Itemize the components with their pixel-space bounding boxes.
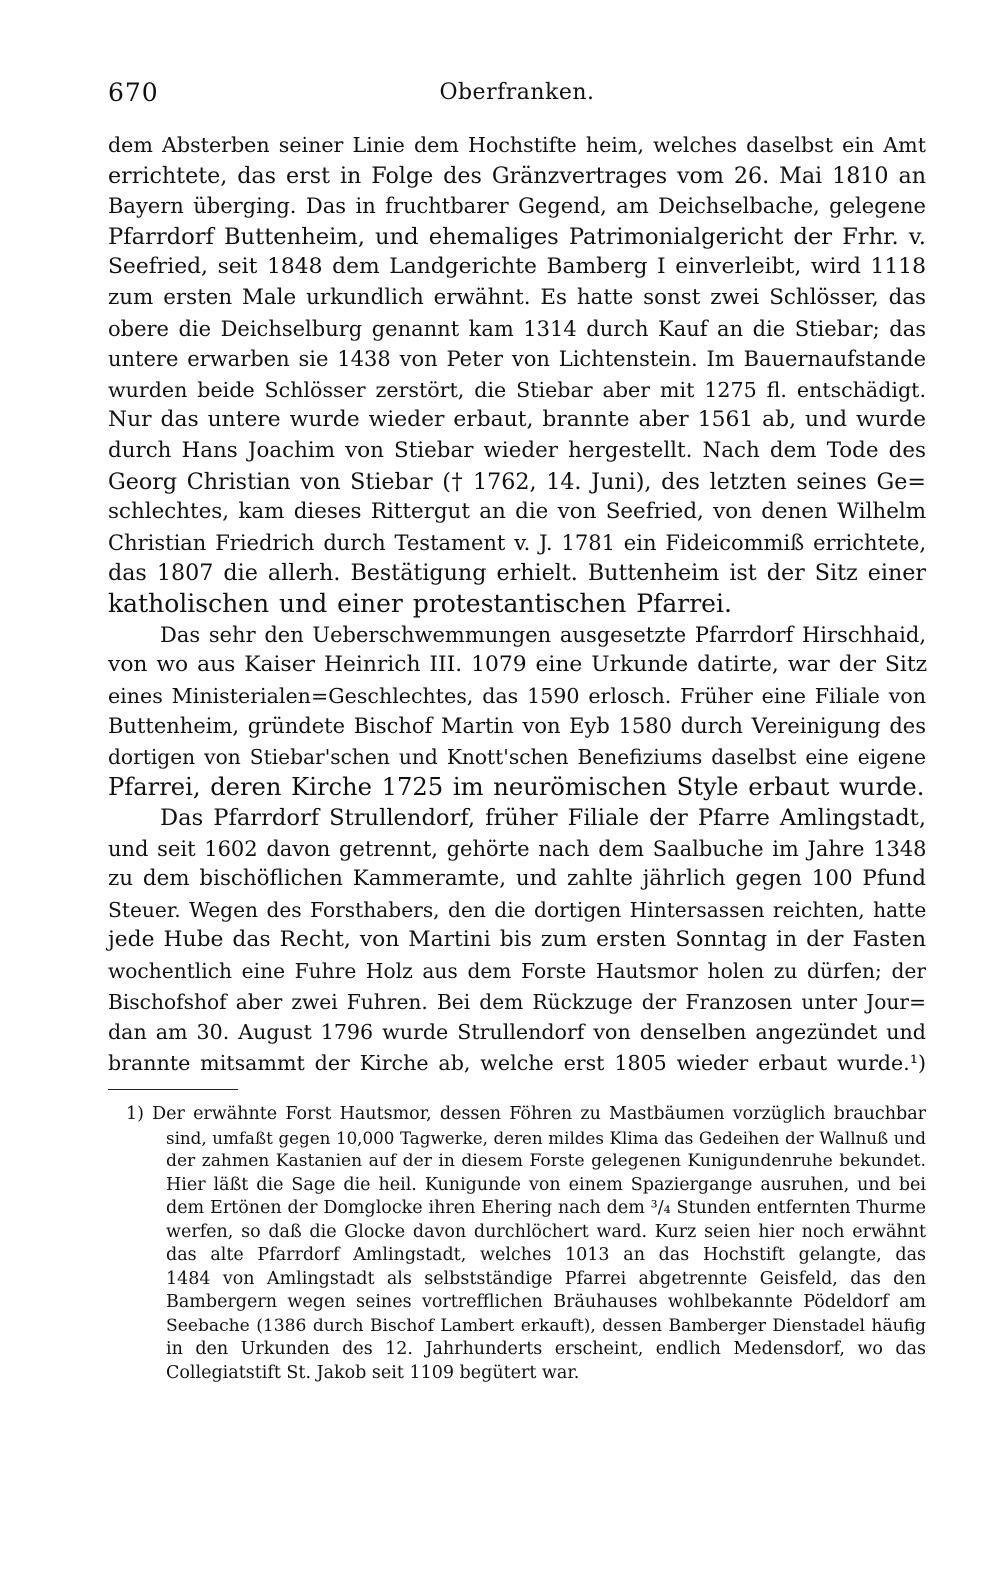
text-line: schlechtes, kam dieses Rittergut an die von Seefried, von denen Wilhelm	[108, 499, 926, 525]
text-line: Steuer. Wegen des Forsthabers, den die dortigen Hintersassen reichten, hatte	[108, 897, 927, 922]
text-line: brannte mitsammt der Kirche ab, welche erst 1805 wieder erbaut wurde.¹)	[108, 1050, 926, 1075]
footnote-line: 1484 von Amlingstadt als selbstständige Pfarrei abgetrennte Geisfeld, das den	[166, 1268, 926, 1289]
text-line: obere die Deichselburg genannt kam 1314 durch Kauf an die Stiebar; das	[108, 316, 926, 341]
text-line: dortigen von Stiebar'schen und Knott'schen Benefiziums daselbst eine eigene	[108, 744, 926, 769]
text-line: und seit 1602 davon getrennt, gehörte nach dem Saalbuche im Jahre 1348	[108, 836, 927, 861]
text-line: Das sehr den Ueberschwemmungen ausgesetzte Pfarrdorf Hirschhaid,	[160, 622, 926, 647]
running-head: Oberfranken.	[439, 80, 595, 105]
page-header	[108, 78, 926, 118]
text-line: Nur das untere wurde wieder erbaut, brannte aber 1561 ab, und wurde	[108, 407, 926, 433]
footnote-line: Seebache (1386 durch Bischof Lambert erkauft), dessen Bamberger Dienstadel häufig	[166, 1315, 926, 1336]
text-line: dan am 30. August 1796 wurde Strullendorf von denselben angezündet und	[108, 1020, 926, 1045]
text-line: Pfarrei, deren Kirche 1725 im neurömischen Style erbaut wurde.	[108, 773, 925, 802]
text-line: Das Pfarrdorf Strullendorf, früher Filiale der Pfarre Amlingstadt,	[160, 805, 926, 832]
text-line: Pfarrdorf Buttenheim, und ehemaliges Patrimonialgericht der Frhr. v.	[108, 223, 926, 250]
main-text	[108, 130, 926, 1078]
footnote-line: dem Ertönen der Domglocke ihren Ehering nach dem ³/₄ Stunden entfernten Thurme	[166, 1198, 926, 1218]
footnote-line: 1) Der erwähnte Forst Hautsmor, dessen Föhren zu Mastbäumen vorzüglich brauchbar	[126, 1104, 926, 1124]
text-line: zu dem bischöflichen Kammeramte, und zahlte jährlich gegen 100 Pfund	[108, 866, 926, 892]
text-line: Bischofshof aber zwei Fuhren. Bei dem Rückzuge der Franzosen unter Jour=	[108, 989, 926, 1014]
footnote-line: Bambergern wegen seines vortrefflichen Bräuhauses wohlbekannte Pödeldorf am	[166, 1292, 926, 1312]
text-line: wochentlich eine Fuhre Holz aus dem Forste Hautsmor holen zu dürfen; der	[108, 959, 926, 984]
text-line: untere erwarben sie 1438 von Peter von Lichtenstein. Im Bauernaufstande	[108, 347, 926, 372]
footnote-line: Hier läßt die Sage die heil. Kunigunde von einem Spaziergange ausruhen, und bei	[166, 1174, 926, 1195]
text-line: Buttenheim, gründete Bischof Martin von Eyb 1580 durch Vereinigung des	[108, 714, 926, 739]
footnote-line: Collegiatstift St. Jakob seit 1109 begütert war.	[166, 1362, 580, 1383]
text-line: Bayern überging. Das in fruchtbarer Gegend, am Deichselbache, gelegene	[108, 194, 926, 219]
text-line: durch Hans Joachim von Stiebar wieder hergestellt. Nach dem Tode des	[108, 437, 926, 463]
footnote-line: sind, umfaßt gegen 10,000 Tagwerke, deren mildes Klima das Gedeihen der Wallnuß und	[166, 1127, 926, 1148]
footnote-line: der zahmen Kastanien auf der in diesem Forste gelegenen Kunigundenruhe bekundet.	[166, 1151, 926, 1171]
footnote-divider	[108, 1089, 238, 1090]
text-line: katholischen und einer protestantischen Pfarrei.	[108, 588, 732, 618]
footnote-line: das alte Pfarrdorf Amlingstadt, welches 1013 an das Hochstift gelangte, das	[166, 1245, 926, 1265]
footnotes	[108, 1103, 926, 1385]
text-line: errichtete, das erst in Folge des Gränzvertrages vom 26. Mai 1810 an	[108, 162, 926, 189]
text-line: das 1807 die allerh. Bestätigung erhielt. Buttenheim ist der Sitz einer	[108, 560, 926, 587]
footnote-line: werfen, so daß die Glocke davon durchlöchert ward. Kurz seien hier noch erwähnt	[166, 1221, 926, 1242]
footnote-line: in den Urkunden des 12. Jahrhunderts erscheint, endlich Medensdorf, wo das	[166, 1339, 926, 1359]
text-line: dem Absterben seiner Linie dem Hochstifte heim, welches daselbst ein Amt	[108, 133, 926, 157]
text-line: Christian Friedrich durch Testament v. J. 1781 ein Fideicommiß errichtete,	[108, 530, 926, 555]
text-line: wurden beide Schlösser zerstört, die Stiebar aber mit 1275 fl. entschädigt.	[108, 377, 926, 402]
text-line: Seefried, seit 1848 dem Landgerichte Bamberg I einverleibt, wird 1118	[108, 254, 926, 280]
text-line: eines Ministerialen=Geschlechtes, das 1590 erlosch. Früher eine Filiale von	[108, 683, 926, 708]
text-line: von wo aus Kaiser Heinrich III. 1079 eine Urkunde datirte, war der Sitz	[108, 652, 928, 678]
text-line: zum ersten Male urkundlich erwähnt. Es hatte sonst zwei Schlösser, das	[108, 284, 926, 310]
page-number: 670	[108, 78, 159, 107]
text-line: Georg Christian von Stiebar († 1762, 14. Juni), des letzten seines Ge=	[108, 468, 926, 495]
text-line: jede Hube das Recht, von Martini bis zum ersten Sonntag in der Fasten	[108, 927, 926, 953]
